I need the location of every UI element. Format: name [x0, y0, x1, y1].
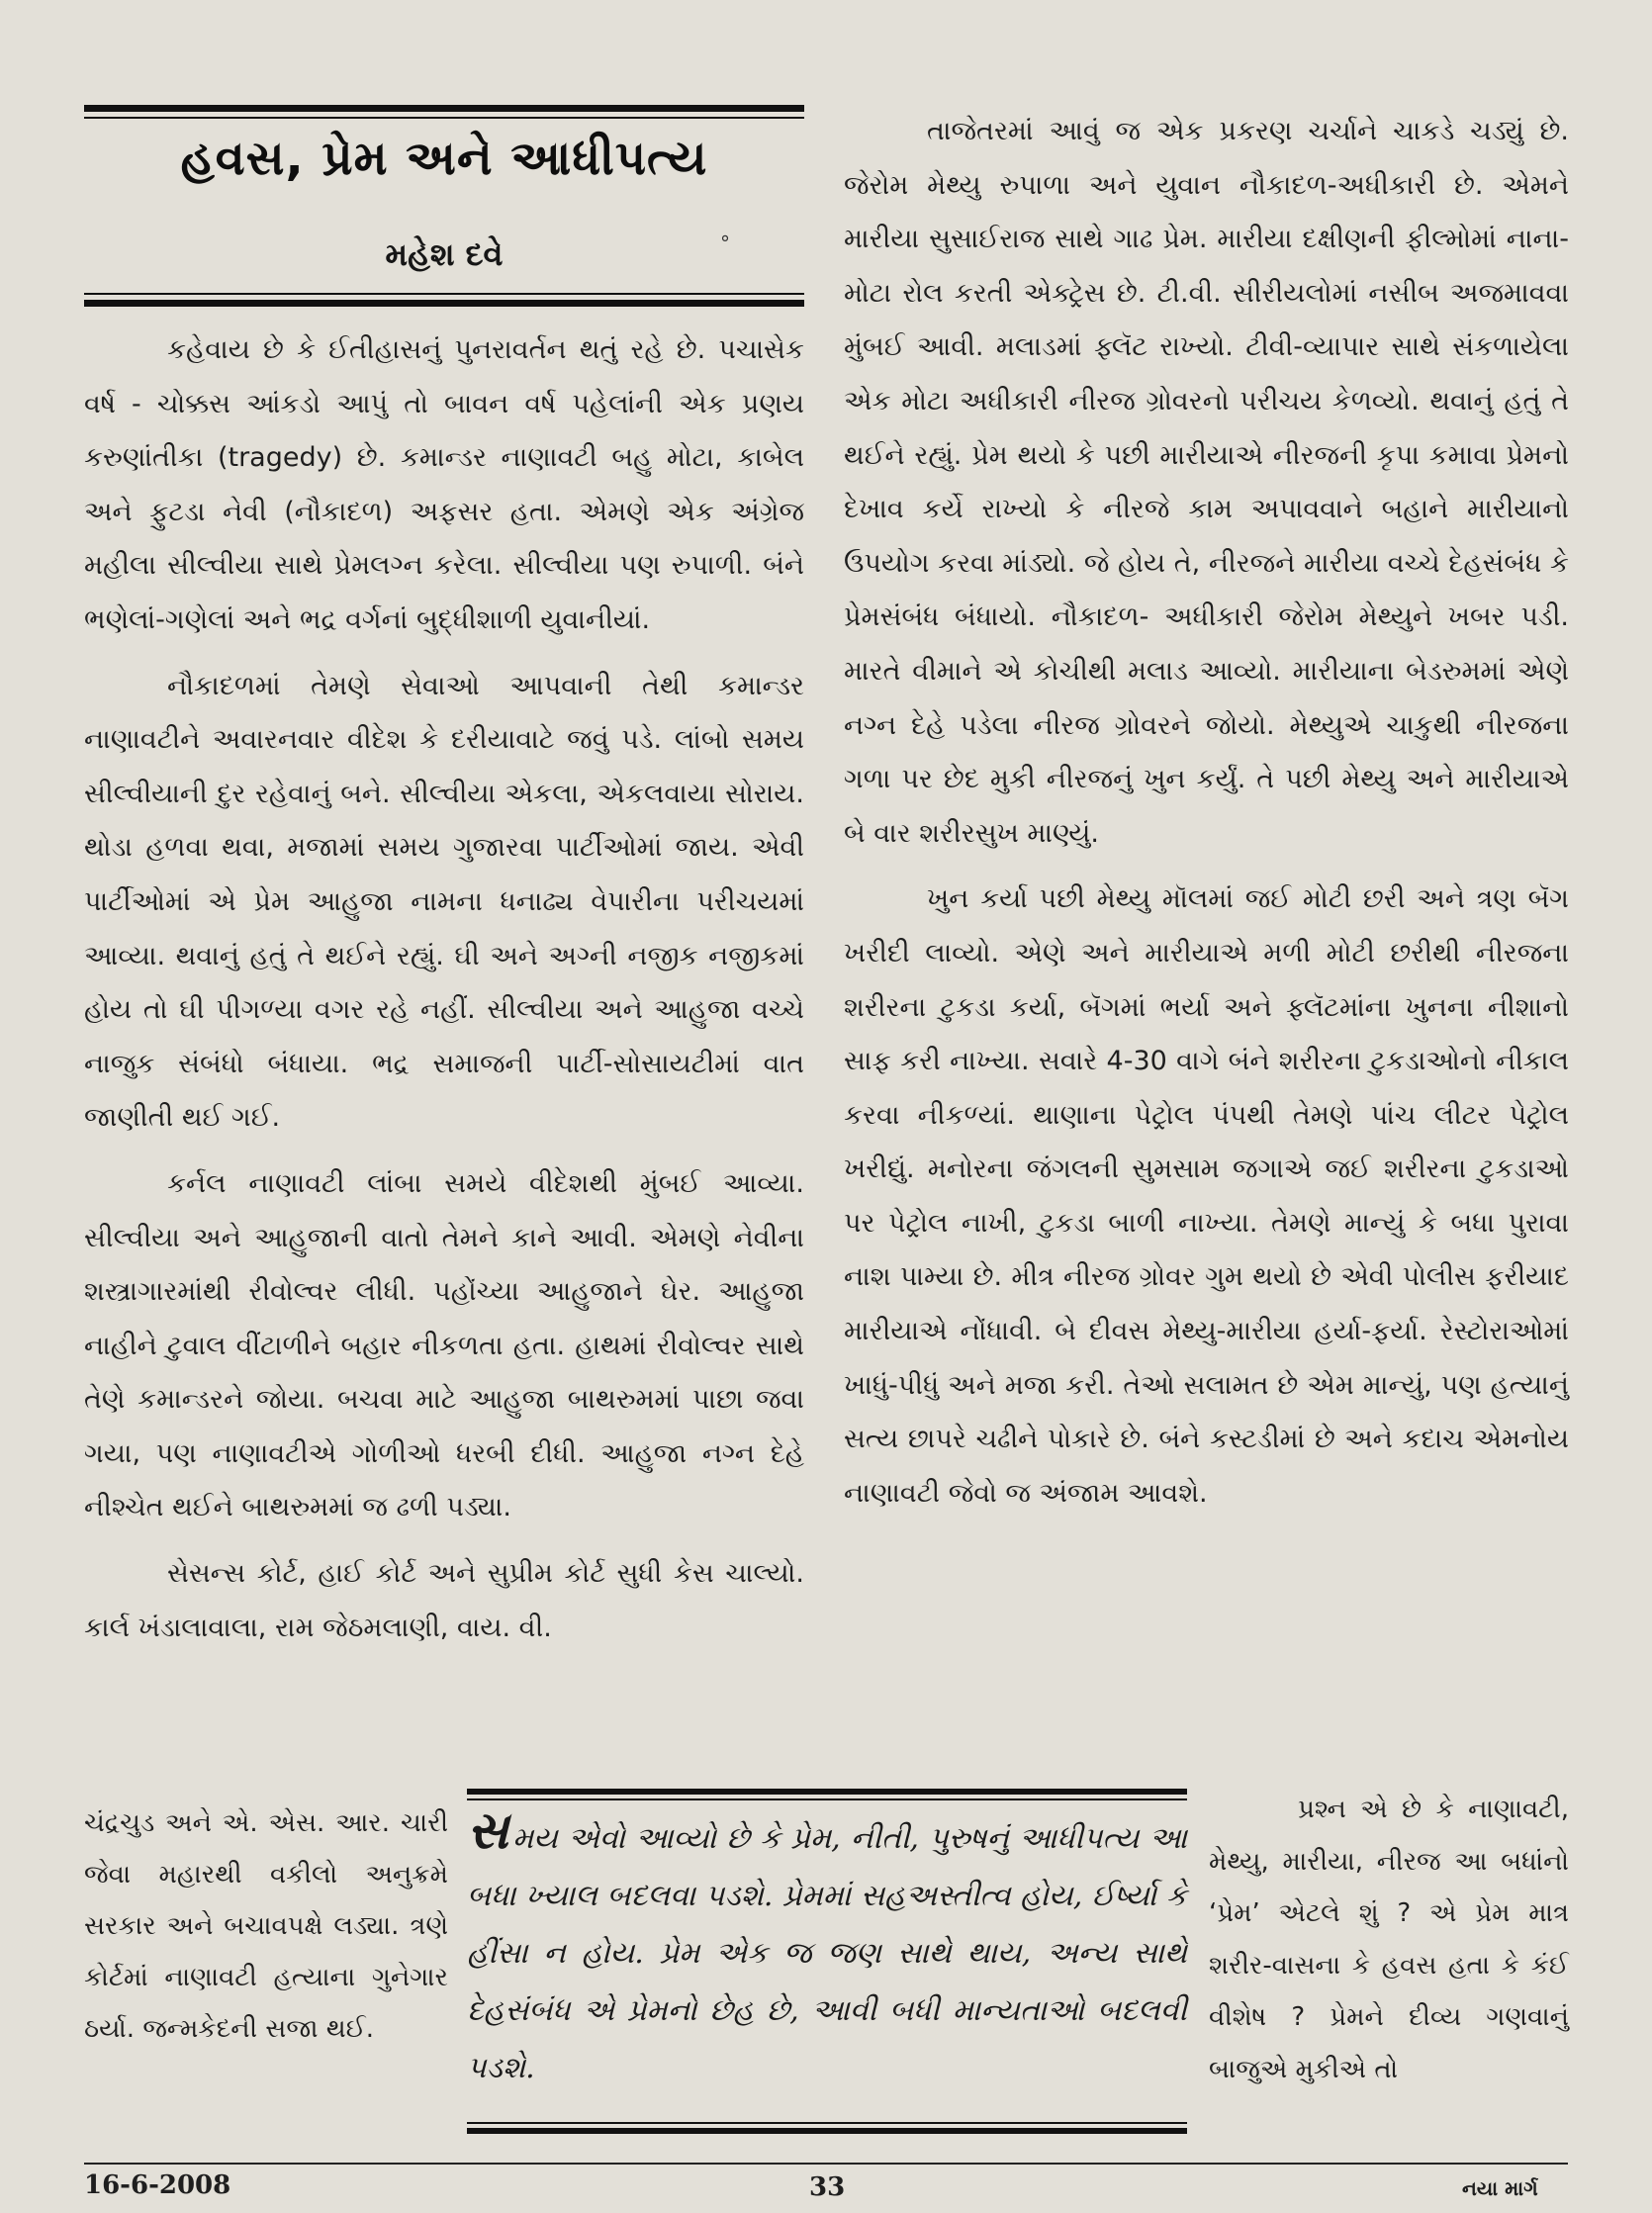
pull-quote-text: મય એવો આવ્યો છે કે પ્રેમ, નીતી, પુરુષનું આધીપત્ય આ બધા ખ્યાલ બદલવા પડશે. પ્રેમમાં સહઅસ્તીત્વ હોય, ઈર્ષ્યા કે હીંસા ન હોય. પ્રેમ એક જ જણ સાથે થાય, અન્ય સાથે દેહસંબંધ એ પ્રેમનો છેહ છે, આવી બધી માન્યતાઓ બદલવી પડશે. — [467, 1821, 1187, 2085]
header-top-rule-thin — [84, 117, 804, 119]
bottom-left-paragraph: ચંદ્રચુડ અને એ. એસ. આર. ચારી જેવા મહારથી વકીલો અનુક્રમે સરકાર અને બચાવપક્ષે લડ્યા. ત્રણે કોર્ટમાં નાણાવટી હત્યાના ગુનેગાર ઠર્યા. જન્મકેદની સજા થઈ. — [84, 1808, 448, 2044]
header-top-rule-thick — [84, 105, 804, 112]
article-author: મહેશ દવે — [385, 235, 504, 273]
footer-rule — [84, 2163, 1568, 2165]
quote-top-rule-thick — [467, 1789, 1187, 1795]
footer-date: 16-6-2008 — [84, 2170, 231, 2200]
left-paragraph-4: સેસન્સ કોર્ટ, હાઈ કોર્ટ અને સુપ્રીમ કોર્ટ સુધી કેસ ચાલ્યો. કાર્લ ખંડાલાવાલા, રામ જેઠમલાણી, વાય. વી. — [84, 1558, 804, 1643]
left-paragraph-1: કહેવાય છે કે ઈતીહાસનું પુનરાવર્તન થતું રહે છે. પચાસેક વર્ષ - ચોક્કસ આંકડો આપું તો બાવન વર્ષ પહેલાંની એક પ્રણય કરુણાંતીકા (tragedy) છે. કમાન્ડર નાણાવટી બહુ મોટા, કાબેલ અને ફુટડા નેવી (નૌકાદળ) અફસર હતા. એમણે એક અંગ્રેજ મહીલા સીલ્વીયા સાથે પ્રેમલગ્ન કરેલા. સીલ્વીયા પણ રુપાળી. બંને ભણેલાં-ગણેલાં અને ભદ્ર વર્ગનાં બુદ્ધીશાળી યુવાનીયાં. — [84, 334, 804, 635]
bottom-left-column — [84, 1798, 448, 2055]
header-bottom-rule-thin — [84, 293, 804, 295]
magazine-name: નયા માર્ગ — [1462, 2176, 1538, 2200]
right-paragraph-2: ખુન કર્યા પછી મેથ્યુ મૉલમાં જઈ મોટી છરી અને ત્રણ બૅગ ખરીદી લાવ્યો. એણે અને મારીયાએ મળી મોટી છરીથી નીરજના શરીરના ટુકડા કર્યા, બૅગમાં ભર્યા અને ફ્લૅટમાંના ખુનના નીશાનો સાફ કરી નાખ્યા. સવારે 4-30 વાગે બંને શરીરના ટુકડાઓનો નીકાલ કરવા નીકળ્યાં. થાણાના પેટ્રોલ પંપથી તેમણે પાંચ લીટર પેટ્રોલ ખરીદ્યું. મનોરના જંગલની સુમસામ જગાએ જઈ શરીરના ટુકડાઓ પર પેટ્રોલ નાખી, ટુકડા બાળી નાખ્યા. તેમણે માન્યું કે બધા પુરાવા નાશ પામ્યા છે. મીત્ર નીરજ ગ્રોવર ગુમ થયો છે એવી પોલીસ ફરીયાદ મારીયાએ નોંધાવી. બે દીવસ મેથ્યુ-મારીયા હર્યા-ફર્યા. રેસ્ટોરાઓમાં ખાધું-પીધું અને મજા કરી. તેઓ સલામત છે એમ માન્યું, પણ હત્યાનું સત્ય છાપરે ચઢીને પોકારે છે. બંને કસ્ટડીમાં છે અને કદાચ એમનોય નાણાવટી જેવો જ અંજામ આવશે. — [844, 883, 1569, 1509]
quote-bottom-rule-thick — [467, 2128, 1187, 2134]
quote-top-rule-thin — [467, 1798, 1187, 1800]
bottom-right-column — [1209, 1784, 1569, 2095]
article-title: હવસ, પ્રેમ અને આધીપત્ય — [180, 131, 708, 186]
right-paragraph-1: તાજેતરમાં આવું જ એક પ્રકરણ ચર્ચાને ચાકડે ચડ્યું છે. જેરોમ મેથ્યુ રુપાળા અને યુવાન નૌકાદળ-અધીકારી છે. એમને મારીયા સુસાઈરાજ સાથે ગાઢ પ્રેમ. મારીયા દક્ષીણની ફીલ્મોમાં નાના-મોટા રોલ કરતી એક્ટ્રેસ છે. ટી.વી. સીરીયલોમાં નસીબ અજમાવવા મુંબઈ આવી. મલાડમાં ફ્લૅટ રાખ્યો. ટીવી-વ્યાપાર સાથે સંકળાયેલા એક મોટા અધીકારી નીરજ ગ્રોવરનો પરીચય કેળવ્યો. થવાનું હતું તે થઈને રહ્યું. પ્રેમ થયો કે પછી મારીયાએ નીરજની કૃપા કમાવા પ્રેમનો દેખાવ કર્યે રાખ્યો કે નીરજે કામ અપાવવાને બહાને મારીયાનો ઉપયોગ કરવા માંડ્યો. જે હોય તે, નીરજને મારીયા વચ્ચે દેહસંબંધ કે પ્રેમસંબંધ બંધાયો. નૌકાદળ- અધીકારી જેરોમ મેથ્યુને ખબર પડી. મારતે વીમાને એ કોચીથી મલાડ આવ્યો. મારીયાના બેડરુમમાં એણે નગ્ન દેહે પડેલા નીરજ ગ્રોવરને જોયો. મેથ્યુએ ચાકુથી નીરજના ગળા પર છેદ મુકી નીરજનું ખુન કર્યું. તે પછી મેથ્યુ અને મારીયાએ બે વાર શરીરસુખ માણ્યું. — [844, 116, 1569, 849]
page-number: 33 — [809, 2172, 846, 2202]
left-paragraph-3: કર્નલ નાણાવટી લાંબા સમયે વીદેશથી મુંબઈ આવ્યા. સીલ્વીયા અને આહુજાની વાતો તેમને કાને આવી. એમણે નેવીના શસ્ત્રાગારમાંથી રીવોલ્વર લીધી. પહોંચ્યા આહુજાને ઘેર. આહુજા નાહીને ટુવાલ વીંટાળીને બહાર નીકળતા હતા. હાથમાં રીવોલ્વર સાથે તેણે કમાન્ડરને જોયા. બચવા માટે આહુજા બાથરુમમાં પાછા જવા ગયા, પણ નાણાવટીએ ગોળીઓ ધરબી દીધી. આહુજા નગ્ન દેહે નીશ્ચેત થઈને બાથરુમમાં જ ઢળી પડ્યા. — [84, 1167, 804, 1523]
pull-quote-drop-cap: સ — [467, 1800, 509, 1861]
author-mark: ° — [720, 231, 730, 255]
left-paragraph-2: નૌકાદળમાં તેમણે સેવાઓ આપવાની તેથી કમાન્ડર નાણાવટીને અવારનવાર વીદેશ કે દરીયાવાટે જવું પડે. લાંબો સમય સીલ્વીયાની દુર રહેવાનું બને. સીલ્વીયા એકલા, એકલવાયા સોરાય. થોડા હળવા થવા, મજામાં સમય ગુજારવા પાર્ટીઓમાં જાય. એવી પાર્ટીઓમાં એ પ્રેમ આહુજા નામના ધનાઢ્ય વેપારીના પરીચયમાં આવ્યા. થવાનું હતું તે થઈને રહ્યું. ઘી અને અગ્ની નજીક નજીકમાં હોય તો ઘી પીગળ્યા વગર રહે નહીં. સીલ્વીયા અને આહુજા વચ્ચે નાજુક સંબંધો બંધાયા. ભદ્ર સમાજની પાર્ટી-સોસાયટીમાં વાત જાણીતી થઈ ગઈ. — [84, 670, 804, 1134]
pull-quote — [467, 1800, 1187, 2097]
quote-bottom-rule-thin — [467, 2122, 1187, 2124]
left-column — [84, 323, 804, 1655]
bottom-right-paragraph: પ્રશ્ન એ છે કે નાણાવટી, મેથ્યુ, મારીયા, નીરજ આ બધાંનો ‘પ્રેમ’ એટલે શું ? એ પ્રેમ માત્ર શરીર-વાસના કે હવસ હતા કે કંઈ વીશેષ ? પ્રેમને દીવ્ય ગણવાનું બાજુએ મુકીએ તો — [1209, 1795, 1569, 2084]
right-column — [844, 105, 1569, 1521]
header-bottom-rule-thick — [84, 300, 804, 307]
